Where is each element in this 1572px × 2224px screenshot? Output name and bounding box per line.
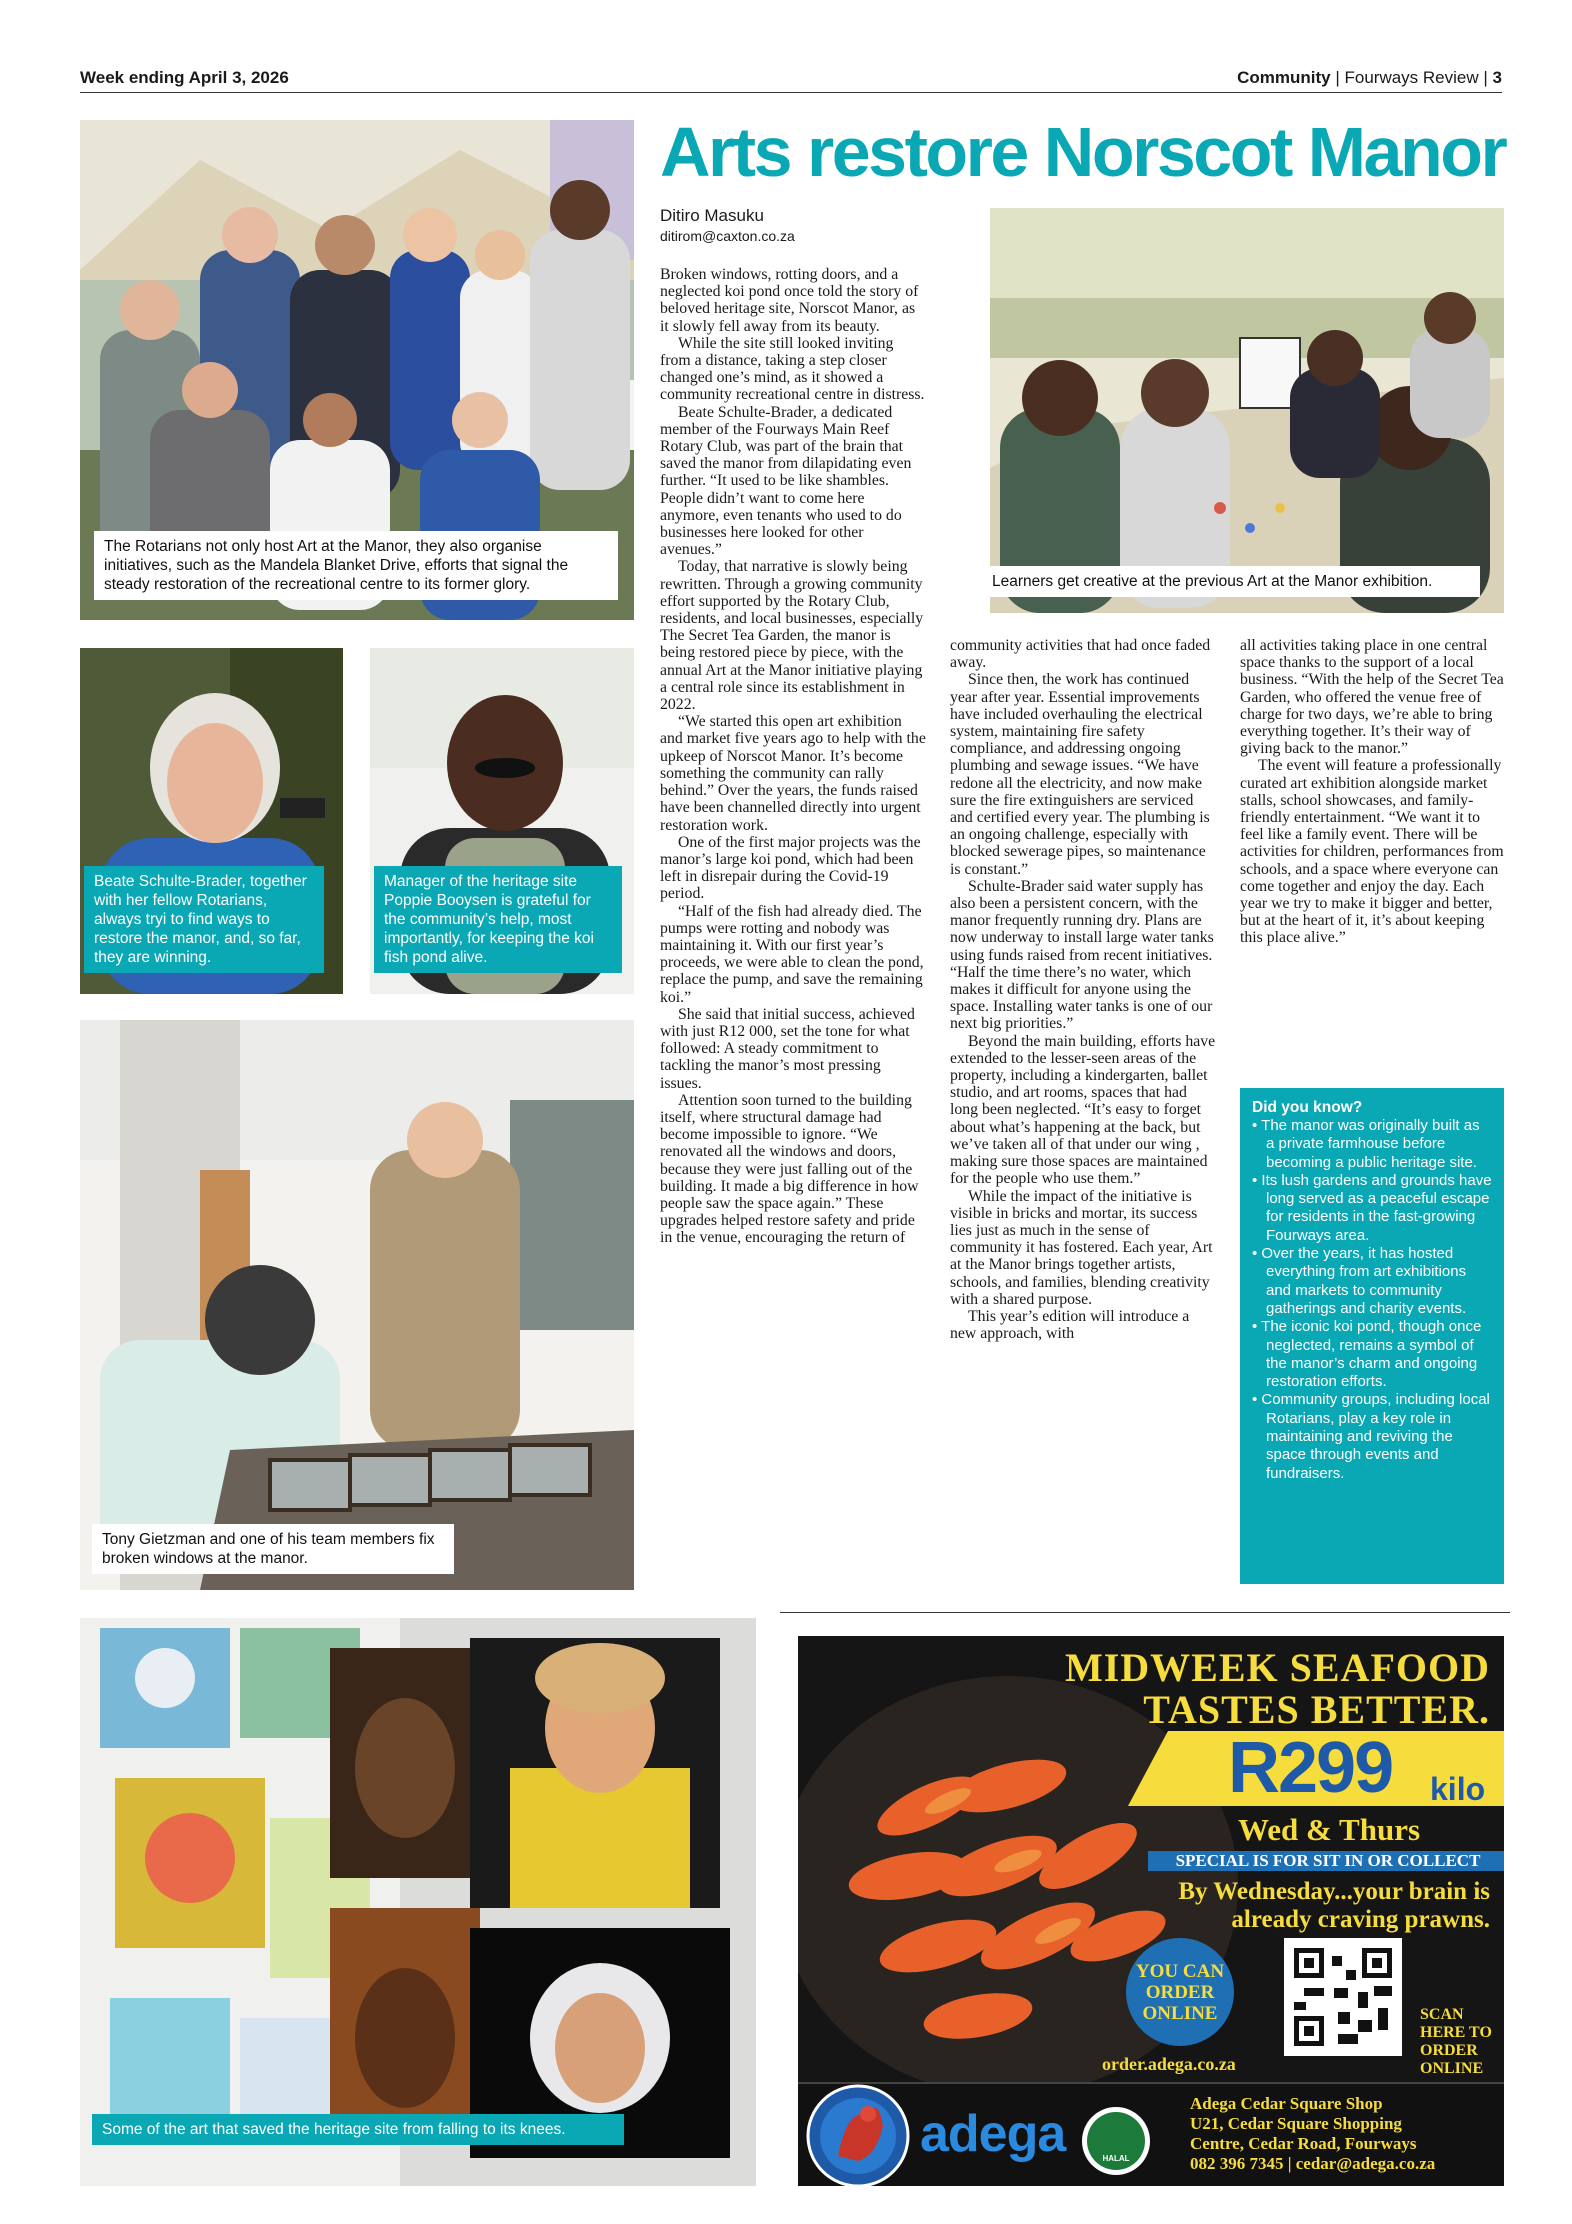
paragraph: While the impact of the initiative is visible in bricks and mortar, its success lies just as much in the sense of community it has fostered. Each year, Art at the Manor brings together artists, schools, and families, blending creativity with a shared purpose. bbox=[950, 1187, 1213, 1308]
shop-contact[interactable]: 082 396 7345 | cedar@adega.co.za bbox=[1190, 2154, 1436, 2173]
paragraph: While the site still looked inviting from a distance, taking a step closer changed one’s mind, as it showed a community recreational centre in distress. bbox=[660, 334, 925, 404]
paragraph: “Half of the fish had already died. The pumps were rotting and nobody was maintaining it. With our first year’s proceeds, we were able to clean the pond, replace the pump, and save the remaining koi.” bbox=[660, 902, 924, 1006]
paragraph: This year’s edition will introduce a new approach, with bbox=[950, 1307, 1190, 1343]
section-name: Community bbox=[1237, 68, 1331, 87]
caption-art: Some of the art that saved the heritage site from falling to its knees. bbox=[92, 2114, 624, 2145]
header-rule bbox=[80, 92, 1502, 93]
paragraph: Broken windows, rotting doors, and a neglected koi pond once told the story of beloved heritage site, Norscot Manor, as it slowly fell away from its beauty. bbox=[660, 266, 919, 335]
ad-order-url[interactable]: order.adega.co.za bbox=[1102, 2054, 1236, 2074]
paragraph: Today, that narrative is slowly being rewritten. Through a growing community effort supported by the Rotary Club, residents, and local businesses, especially The Secret Tea Garden, the manor is being restored piece by piece, with the annual Art at the Manor initiative playing a central role since its establishment in 2022. bbox=[660, 558, 924, 714]
caption-beate: Beate Schulte-Brader, together with her fellow Rotarians, always tryi to find ways to restore the manor, and, so far, they are winning. bbox=[84, 866, 324, 973]
paragraph: The event will feature a professionally curated art exhibition alongside market stalls, school showcases, and family-friendly entertainment. “We want it to feel like a family event. There will be activities for children, performances from schools, and a space where everyone can come together and enjoy the day. Each year we try to make it bigger and better, but at the heart of it, it’s about keeping this place alive.” bbox=[1240, 757, 1504, 947]
caption-learners: Learners get creative at the previous Art at the Manor exhibition. bbox=[982, 566, 1480, 597]
paragraph: She said that initial success, achieved with just R12 000, set the tone for what followed: A steady commitment to tackling the manor’s most pressing issues. bbox=[660, 1005, 915, 1092]
ad-headline-1: MIDWEEK SEAFOOD bbox=[1064, 1645, 1490, 1690]
article-column-1 bbox=[660, 266, 926, 1247]
photo-learners bbox=[990, 208, 1504, 613]
caption-tony: Tony Gietzman and one of his team members fix broken windows at the manor. bbox=[92, 1524, 454, 1574]
paragraph: “We started this open art exhibition and market five years ago to help with the upkeep of Norscot Manor. It’s become something the community can rally behind.” Over the years, the funds raised have been channelled directly into urgent restoration work. bbox=[660, 713, 926, 834]
paragraph: all activities taking place in one central space thanks to the support of a local business. “With the help of the Secret Tea Garden, who offered the venue free of charge for two days, we’re able to bring everything together. It’s their way of giving back to the manor.” bbox=[1240, 637, 1504, 758]
brand-logo: adega bbox=[920, 2105, 1066, 2163]
byline-author: Ditiro Masuku bbox=[660, 206, 764, 225]
publication-name: Fourways Review bbox=[1344, 68, 1479, 87]
ad-headline-2: TASTES BETTER. bbox=[1143, 1687, 1490, 1732]
article-column-3 bbox=[1240, 637, 1506, 947]
list-item: • Over the years, it has hosted everything from art exhibitions and markets to community gatherings and charity events. bbox=[1252, 1245, 1492, 1318]
paragraph: Since then, the work has continued year after year. Essential improvements have included overhauling the electrical system, maintaining fire safety compliance, and addressing ongoing plumbing and sewage issues. “We have redone all the electricity, and now make sure the fire extinguishers are serviced and certified every year. The plumbing is an ongoing challenge, especially with blocked sewerage pipes, so maintenance is constant.” bbox=[950, 671, 1210, 878]
ad-tagline-2: already craving prawns. bbox=[1231, 1906, 1490, 1933]
did-you-know-title: Did you know? bbox=[1252, 1099, 1363, 1116]
did-you-know-list bbox=[1252, 1117, 1492, 1483]
shop-line-2: U21, Cedar Square Shopping bbox=[1190, 2114, 1402, 2133]
caption-poppie: Manager of the heritage site Poppie Booysen is grateful for the community’s help, most importantly, for keeping the koi fish pond alive. bbox=[374, 866, 622, 973]
ad-price-unit: kilo bbox=[1430, 1771, 1486, 1807]
list-item: • The iconic koi pond, though once neglected, remains a symbol of the manor’s charm and ongoing restoration efforts. bbox=[1252, 1318, 1492, 1391]
article-column-2 bbox=[950, 637, 1216, 1342]
shop-line-3: Centre, Cedar Road, Fourways bbox=[1190, 2134, 1417, 2153]
shop-address bbox=[1190, 2094, 1435, 2174]
list-item: • Community groups, including local Rotarians, play a key role in maintaining and reviving the space through events and fundraisers. bbox=[1252, 1391, 1492, 1482]
shop-name: Adega Cedar Square Shop bbox=[1190, 2094, 1383, 2113]
paragraph: Schulte-Brader said water supply has also been a persistent concern, with the manor frequently running dry. Plans are now underway to install large water tanks using funds raised from recent initiatives. “Half the time there’s no water, which makes it difficult for anyone using the space. Installing water tanks is one of our next big priorities.” bbox=[950, 877, 1214, 1033]
paragraph: community activities that had once faded away. bbox=[950, 637, 1211, 672]
ad-days: Wed & Thurs bbox=[1238, 1812, 1421, 1847]
order-online-text: YOU CAN ORDER ONLINE bbox=[1135, 1960, 1225, 2024]
paragraph: One of the first major projects was the manor’s large koi pond, which had been left in disrepair during the Covid-19 period. bbox=[660, 833, 921, 903]
did-you-know-box bbox=[1240, 1088, 1504, 1584]
list-item: • The manor was originally built as a private farmhouse before becoming a public heritage site. bbox=[1252, 1117, 1492, 1172]
qr-code-icon[interactable] bbox=[1284, 1938, 1402, 2056]
ad-price: R299 bbox=[1228, 1728, 1393, 1808]
caption-rotarians: The Rotarians not only host Art at the Manor, they also organise initiatives, such as the Mandela Blanket Drive, efforts that signal the steady restoration of the recreational centre to its former glory. bbox=[94, 531, 618, 600]
page-folio: Community | Fourways Review | 3 bbox=[1237, 68, 1502, 87]
paragraph: Beate Schulte-Brader, a dedicated member of the Fourways Main Reef Rotary Club, was part of the brain that saved the manor from dilapidating even further. “It used to be like shambles. People didn’t want to come here anymore, even tenants who used to do businesses here looked for other avenues.” bbox=[660, 403, 912, 559]
paragraph: Attention soon turned to the building itself, where structural damage had become impossible to ignore. “We renovated all the windows and doors, because they were just falling out of the building. It made a big difference in how people saw the space again.” These upgrades helped restore safety and pride in the venue, encouraging the return of bbox=[660, 1091, 919, 1247]
byline-email[interactable]: ditirom@caxton.co.za bbox=[660, 228, 795, 244]
halal-label: HALAL bbox=[1102, 2154, 1130, 2163]
rooster-logo-icon bbox=[808, 2086, 908, 2186]
ad-tagline-1: By Wednesday...your brain is bbox=[1178, 1878, 1490, 1905]
page-number: 3 bbox=[1492, 68, 1502, 87]
paragraph: Beyond the main building, efforts have extended to the lesser-seen areas of the property, including a kindergarten, ballet studio, and art rooms, spaces that had long been neglected. “It’s easy to forget about what’s happening at the back, but we’ve taken all of that under our wing , making sure those spaces are maintained for the people who use them.” bbox=[950, 1032, 1216, 1188]
photo-tony bbox=[80, 1020, 634, 1590]
article-headline: Arts restore Norscot Manor bbox=[660, 113, 1506, 191]
photo-art bbox=[80, 1618, 756, 2186]
ad-divider bbox=[780, 1612, 1510, 1613]
ad-special-banner: SPECIAL IS FOR SIT IN OR COLLECT bbox=[1175, 1851, 1481, 1870]
order-online-badge[interactable] bbox=[1126, 1938, 1234, 2046]
adega-advertisement[interactable] bbox=[798, 1636, 1504, 2186]
scan-text: SCAN HERE TO ORDER ONLINE bbox=[1420, 2006, 1492, 2077]
issue-date: Week ending April 3, 2026 bbox=[80, 68, 289, 87]
list-item: • Its lush gardens and grounds have long served as a peaceful escape for residents in the fast-growing Fourways area. bbox=[1252, 1172, 1492, 1245]
